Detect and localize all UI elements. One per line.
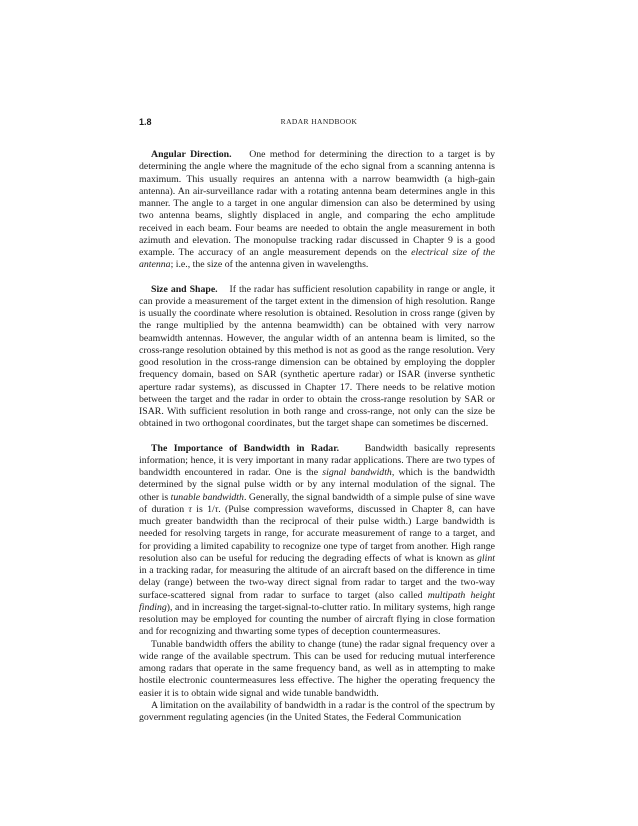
running-header (139, 117, 499, 131)
section-heading: Size and Shape. (151, 283, 218, 295)
paragraph-text: , which is the bandwidth determined by the signal pulse width or by any internal modulation of the signal. The other is (139, 467, 495, 503)
paragraph-text: ; i.e., the size of the antenna given in wavelengths. (170, 259, 369, 271)
tau-symbol: τ (214, 503, 219, 515)
paragraph-text: . (Pulse compression waveforms, discussed in Chapter 8, can have much greater bandwidth than the reciprocal of their pulse width.) Large bandwidth is needed for resolving targets in range, for accurate measurement of range to a target, and for providing a limited capability to recognize one type of target from another. High range resolution also can be useful for reducing the degrading effects of what is known as (139, 503, 495, 564)
paragraph-text: ), and in increasing the target-signal-to-clutter ratio. In military systems, high range resolution may be employed for counting the number of aircraft flying in close formation and for recognizing and thwarting some types of deception countermeasures. (139, 601, 495, 638)
paragraph-text: . Generally, the signal bandwidth of a simple pulse of sine wave of duration (139, 491, 495, 515)
paragraph-text: One method for determining the direction to a target is by determining the angle where the magnitude of the echo signal from a scanning antenna is maximum. This usually requires an antenna with a narrow beamwidth (a high-gain antenna). An air-surveillance radar with a rotating antenna beam determines angle in this manner. The angle to a target in one angular dimension can also be determined by using two antenna beams, slightly displaced in angle, and comparing the echo amplitude received in each beam. Four beams are needed to obtain the angle measurement in both azimuth and elevation. The monopulse tracking radar discussed in Chapter 9 is a good example. The accuracy of an angle measurement depends on the (139, 149, 495, 258)
section-heading: The Importance of Bandwidth in Radar. (151, 442, 340, 454)
italic-term: glint (477, 552, 495, 564)
page-number: 1.8 (139, 117, 152, 127)
body-text (139, 149, 495, 724)
section-heading: Angular Direction. (151, 149, 232, 160)
tau-symbol: τ (188, 503, 192, 515)
paragraph-text: If the radar has sufficient resolution capability in range or angle, it can provide a measurement of the target extent in the dimension of high resolution. Range is usually the coordinate where resolution is obtained. Resolution in cross range (given by the range multiplied by the antenna beamwidth) can be obtained with very narrow beamwidth antennas. However, the angular width of an antenna beam is limited, so the cross-range resolution obtained by this method is not as good as the range resolution. Very good resolution in the cross-range dimension can be obtained by employing the doppler frequency domain, based on SAR (synthetic aperture radar) or ISAR (inverse synthetic aperture radar systems), as discussed in Chapter 17. There needs to be relative motion between the target and the radar in order to obtain the cross-range resolution by SAR or ISAR. With sufficient resolution in both range and cross-range, not only can the size be obtained in two orthogonal coordinates, but the target shape can sometimes be discerned. (139, 283, 496, 430)
paragraph-text: is 1/ (191, 503, 215, 515)
running-title: RADAR HANDBOOK (280, 117, 358, 126)
paragraph-bandwidth-importance (139, 443, 495, 639)
italic-term: signal bandwidth (322, 467, 392, 478)
paragraph-text: in a tracking radar, for measuring the altitude of an aircraft based on the difference in time delay (range) between the two-way direct signal from radar to target and the two-way surface-scattered signal from radar to surface to target (also called (139, 565, 495, 601)
italic-term: electrical size of the antenna (139, 247, 495, 271)
paragraph-bandwidth-limitation: A limitation on the availability of bandwidth in a radar is the control of the spectrum by government regulating agencies (in the United States, the Federal Communication (139, 699, 495, 723)
paragraph-angular-direction (139, 149, 495, 272)
paragraph-text: Bandwidth basically represents information; hence, it is very important in many radar applications. There are two types of bandwidth encountered in radar. One is the (139, 442, 496, 478)
italic-term: tunable bandwidth (170, 491, 244, 503)
paragraph-tunable-bandwidth: Tunable bandwidth offers the ability to change (tune) the radar signal frequency over a wide range of the available spectrum. This can be used for reducing mutual interference among radars that operate in the same frequency band, as well as in attempting to make hostile electronic countermeasures less effective. The higher the operating frequency the easier it is to obtain wide signal and wide tunable bandwidth. (139, 638, 495, 699)
italic-term: multipath height finding (139, 589, 495, 613)
paragraph-size-and-shape (139, 284, 495, 431)
